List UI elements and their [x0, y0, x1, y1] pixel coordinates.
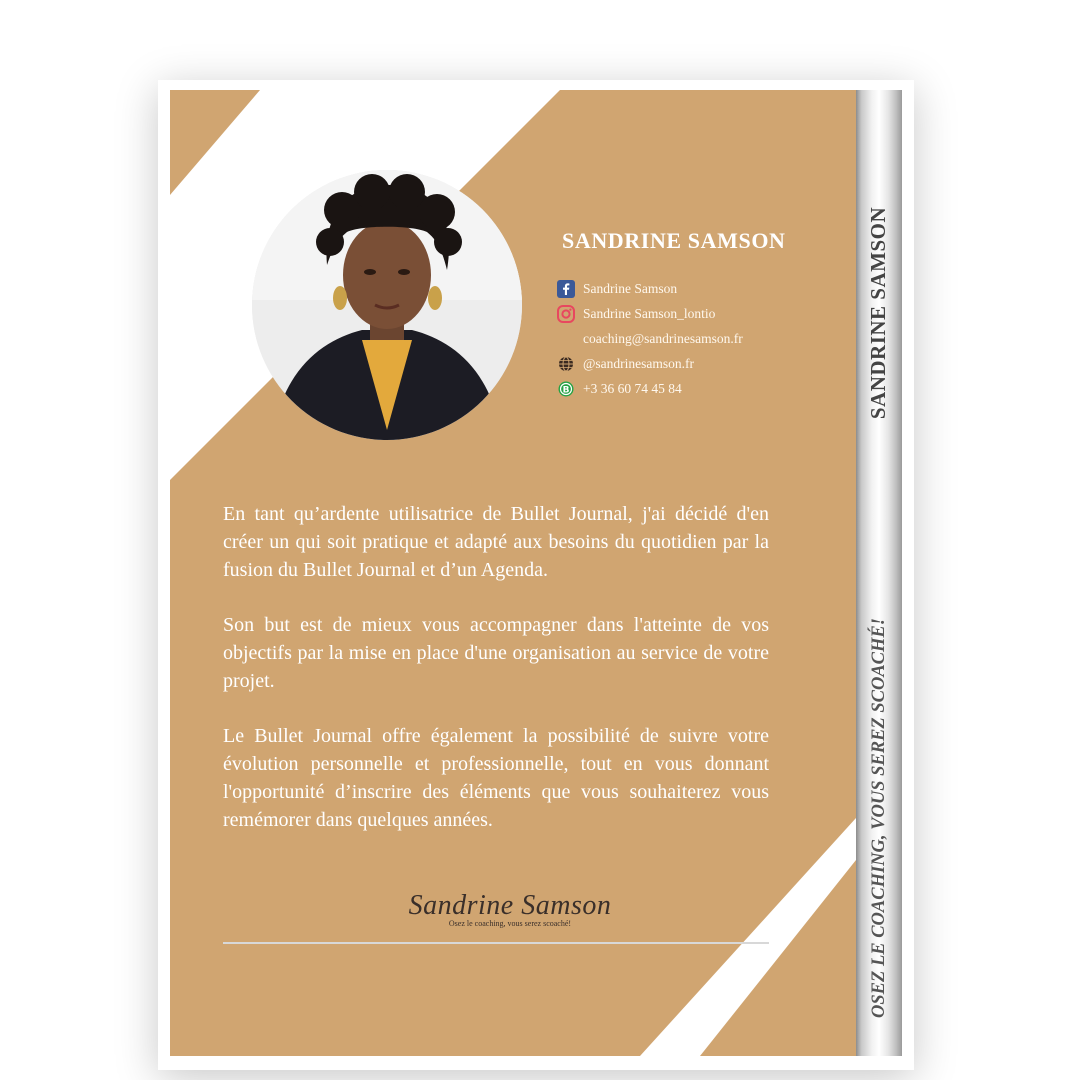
- description: [223, 500, 769, 861]
- contact-instagram-text: Sandrine Samson_lontio: [583, 305, 716, 321]
- contact-facebook[interactable]: [556, 276, 743, 301]
- book-back-cover: [170, 90, 856, 1056]
- signature-logo: [360, 890, 660, 928]
- spine-tagline: OSEZ LE COACHING, VOUS SEREZ SCOACHÉ!: [869, 618, 889, 1018]
- description-paragraph: Le Bullet Journal offre également la possibilité de suivre votre évolution personnelle et professionnelle, tout en vous donnant l'opportunité d’inscrire des éléments que vous souhaiterez vous remémorer dans quelques années.: [223, 725, 769, 831]
- description-paragraph: En tant qu’ardente utilisatrice de Bullet Journal, j'ai décidé d'en créer un qui soit pratique et adapté aux besoins du quotidien par la fusion du Bullet Journal et d’un Agenda.: [223, 503, 769, 581]
- contact-email-text: coaching@sandrinesamson.fr: [583, 330, 743, 346]
- facebook-icon: [556, 279, 576, 299]
- svg-text:B: B: [562, 384, 570, 395]
- contact-email[interactable]: [556, 326, 743, 351]
- book-spine: [856, 90, 902, 1056]
- author-photo: [252, 170, 522, 440]
- signature-divider: [223, 942, 769, 944]
- instagram-icon: [556, 304, 576, 324]
- contact-list: [556, 276, 743, 401]
- description-paragraph: Son but est de mieux vous accompagner dans l'atteinte de vos objectifs par la mise en place d'une organisation au service de votre projet.: [223, 614, 769, 692]
- contact-whatsapp[interactable]: [556, 376, 743, 401]
- signature-name: Sandrine Samson: [408, 890, 612, 921]
- contact-website-text: @sandrinesamson.fr: [583, 355, 695, 371]
- globe-icon: [556, 354, 576, 374]
- whatsapp-icon: [556, 379, 576, 399]
- contact-website[interactable]: [556, 351, 743, 376]
- signature-tagline: Osez le coaching, vous serez scoaché!: [448, 919, 572, 928]
- author-name: SANDRINE SAMSON: [562, 228, 786, 253]
- contact-facebook-text: Sandrine Samson: [583, 280, 678, 296]
- spine-title: SANDRINE SAMSON: [866, 206, 890, 420]
- contact-whatsapp-text: +3 36 60 74 45 84: [583, 380, 682, 396]
- contact-instagram[interactable]: [556, 301, 743, 326]
